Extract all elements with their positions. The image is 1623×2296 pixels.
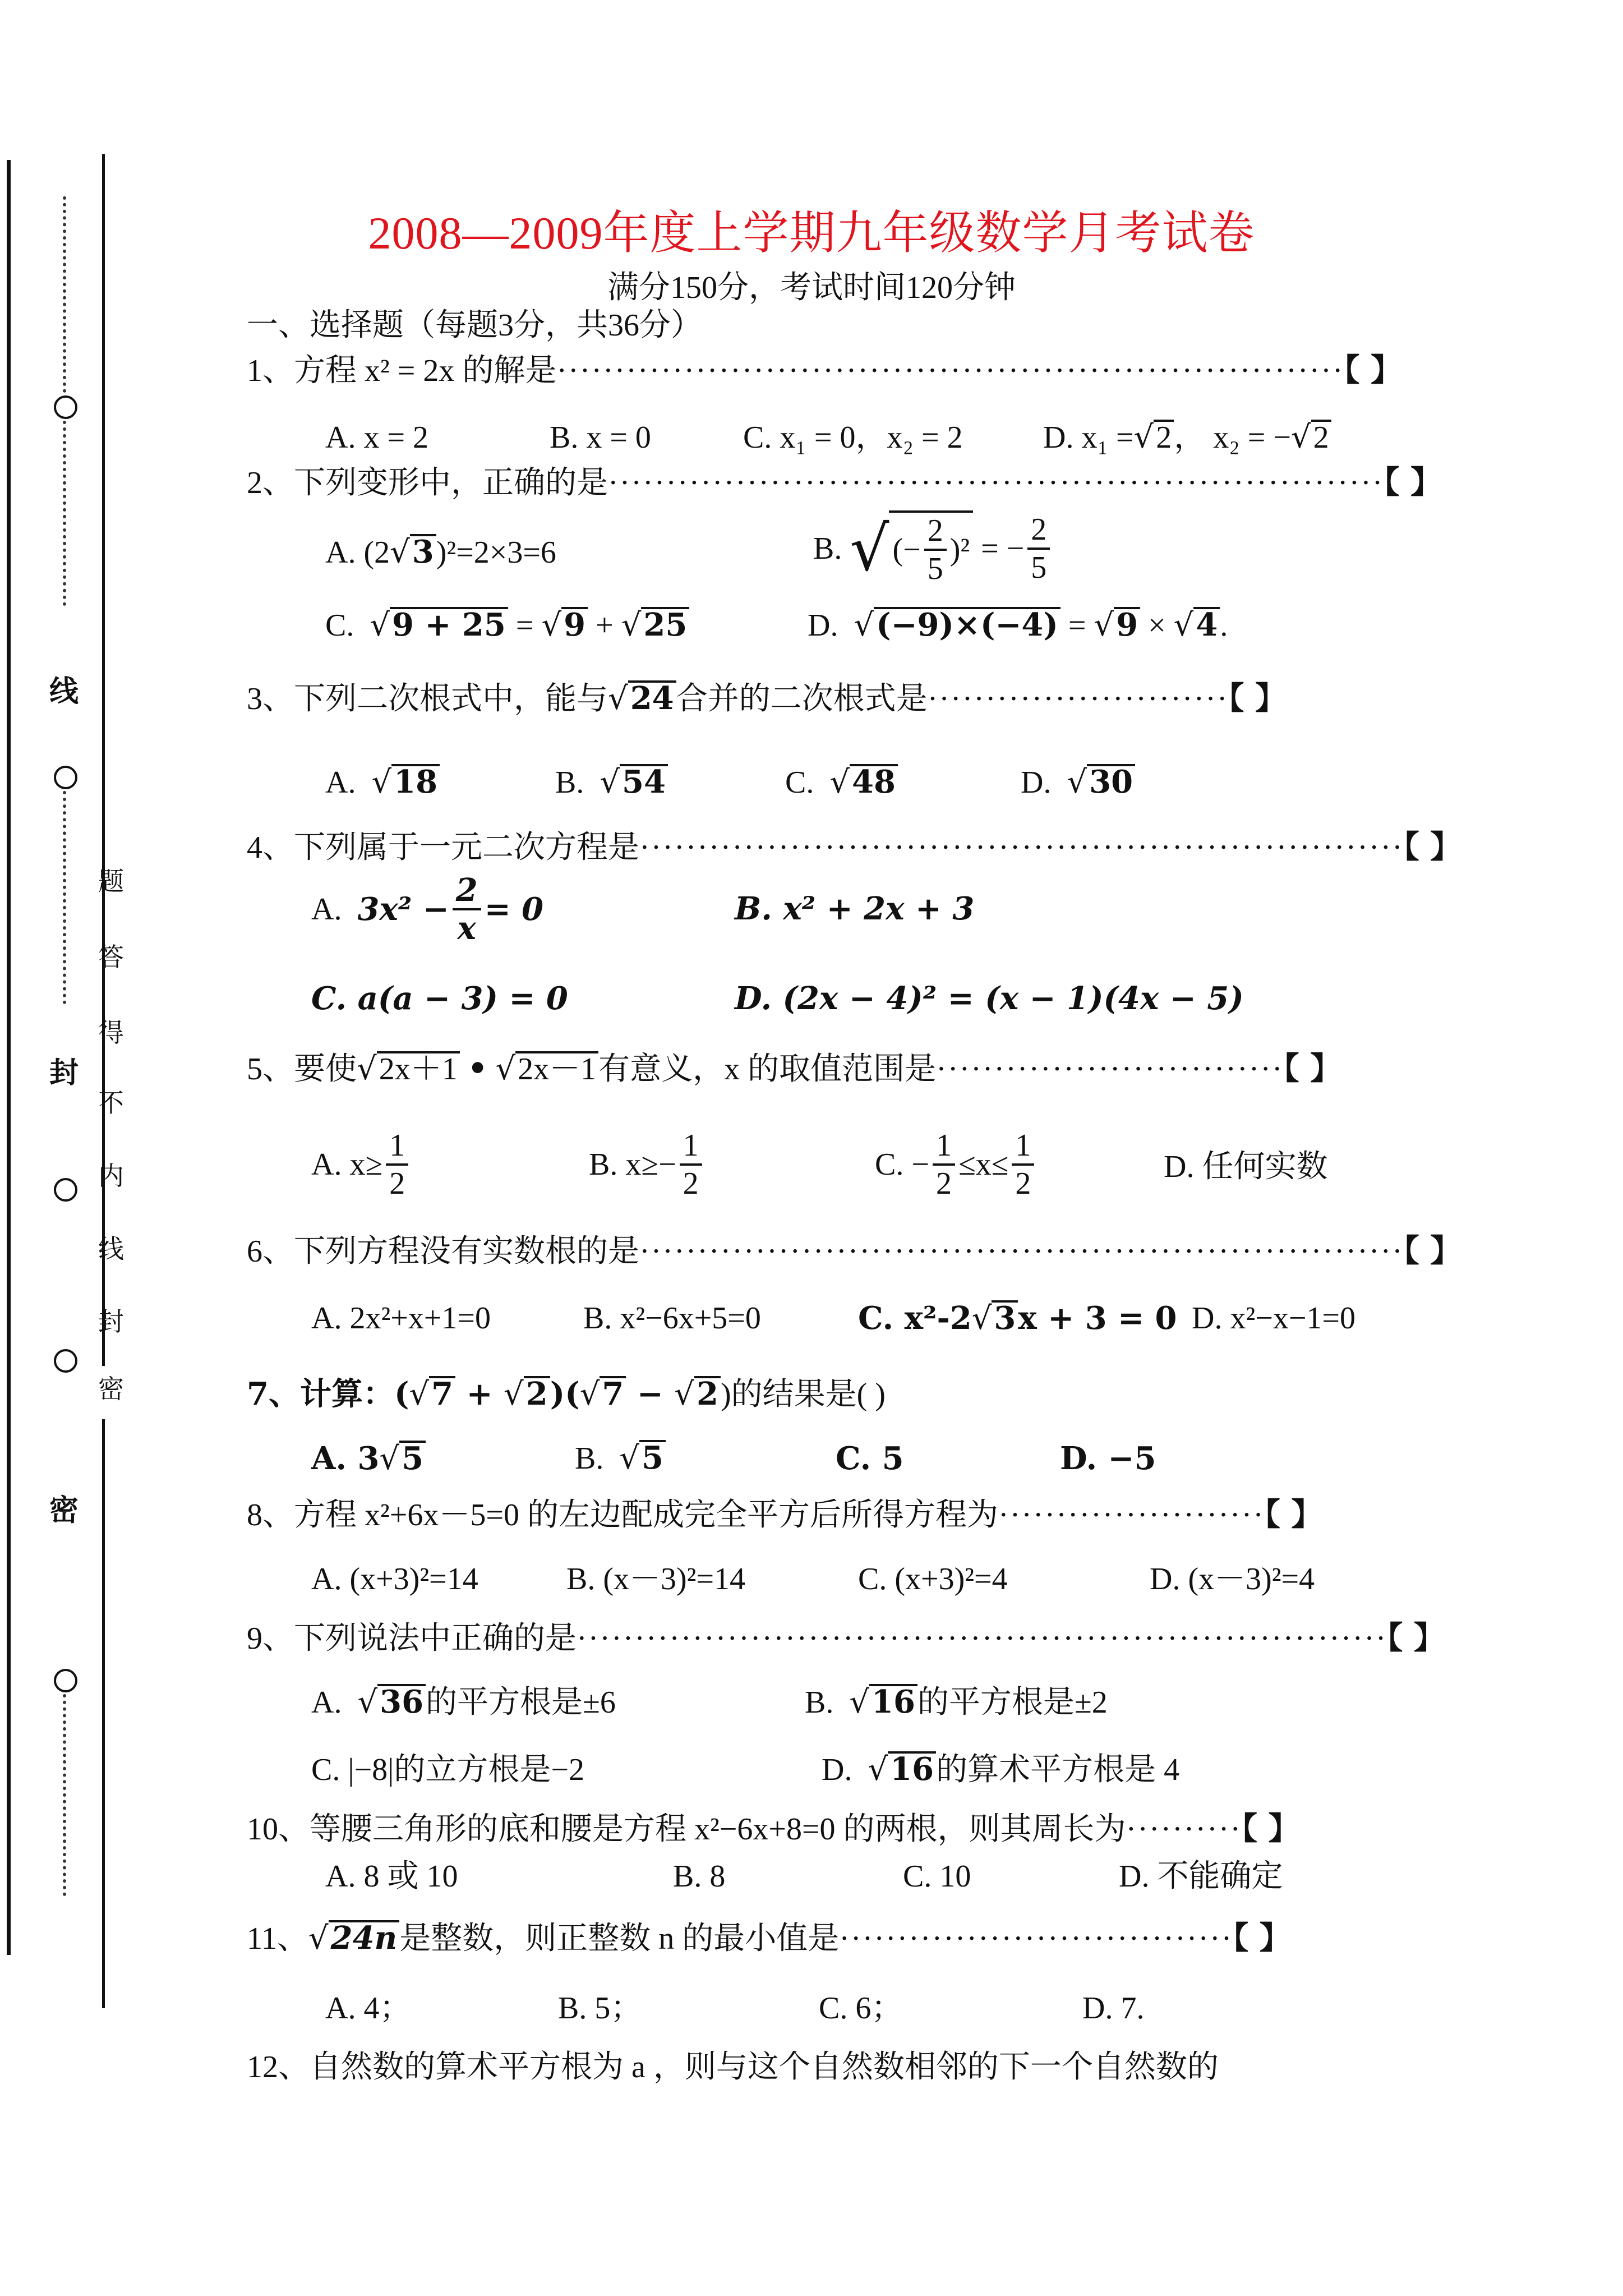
question-5-option-a-denominator: 2 — [389, 1166, 405, 1201]
question-4-option-c: C. a(a − 3) = 0 — [311, 980, 568, 1017]
question-3-option-d: D. √30 — [1021, 763, 1135, 802]
question-2-option-c-radicand-1: 9 + 25 — [390, 607, 508, 641]
question-5-option-d: D. 任何实数 — [1164, 1149, 1328, 1184]
question-1-option-d: D. x₁ =√2， x₂ = −√2 — [1043, 418, 1331, 457]
question-5-option-c-middle: ≤x≤ — [958, 1147, 1009, 1182]
question-2-option-b: B. √ (− $\frac{2}{5}$ )² = − $\frac{2}{5}$ — [813, 510, 1053, 587]
question-9-option-b-suffix: 的平方根是±2 — [917, 1685, 1108, 1720]
question-2-option-c-radicand-3: 25 — [641, 607, 689, 641]
question-7-option-b-radicand: 5 — [639, 1440, 666, 1474]
question-2-option-a-prefix: A. (2 — [325, 535, 390, 570]
question-2-option-a-radicand: 3 — [410, 534, 436, 568]
question-6-option-b: B. x²−6x+5=0 — [583, 1301, 761, 1336]
question-3-option-a: A. √18 — [325, 763, 440, 802]
question-1-option-c: C. x₁ = 0，x₂ = 2 — [743, 420, 963, 455]
question-6-option-c: C. x²-2√3x + 3 = 0 — [858, 1300, 1177, 1337]
question-7-radicand-3: 7 — [600, 1376, 626, 1410]
margin-dotted-line-2 — [63, 421, 66, 606]
question-9-leader: ······································································ — [577, 1621, 1387, 1656]
question-4-option-a-prefix: 3x² − — [357, 891, 449, 928]
question-9-option-a-label: A. — [311, 1685, 342, 1720]
margin-char-xian: 线 — [49, 676, 79, 708]
question-6-bracket: 【 】 — [1403, 1232, 1462, 1269]
question-5-option-c-denominator-2: 2 — [1015, 1166, 1031, 1201]
question-3-text-start: 3、下列二次根式中，能与 — [247, 682, 608, 716]
margin-warning-char-2: 答 — [98, 943, 124, 972]
question-3-option-b: B. √54 — [555, 763, 668, 802]
margin-char-feng: 封 — [49, 1057, 79, 1089]
margin-inner-rule-bottom — [102, 1419, 105, 2008]
question-2-option-b-numerator-2: 2 — [1027, 512, 1050, 550]
margin-warning-char-7: 封 — [98, 1308, 124, 1336]
question-9-option-d-label: D. — [822, 1752, 852, 1787]
question-3-stem: 3、下列二次根式中，能与√24合并的二次根式是··························【 】 — [247, 680, 1287, 717]
question-5-option-c-numerator-2: 1 — [1012, 1128, 1034, 1166]
question-10-option-d: D. 不能确定 — [1119, 1859, 1283, 1894]
question-9-stem — [247, 1618, 1445, 1658]
margin-warning-char-3: 得 — [98, 1019, 124, 1047]
question-4-stem — [247, 827, 1461, 867]
question-5-option-c — [875, 1128, 1038, 1202]
question-11-number: 11、 — [247, 1921, 308, 1956]
question-8-bracket: 【 】 — [1264, 1496, 1323, 1533]
question-2-bracket: 【 】 — [1384, 464, 1442, 501]
question-9-option-a-radicand: 36 — [377, 1684, 426, 1718]
question-10-bracket: 【 】 — [1242, 1810, 1300, 1847]
question-11-option-b: B. 5； — [558, 1991, 642, 2026]
question-3-option-d-radicand: 30 — [1087, 764, 1135, 798]
margin-warning-char-6: 线 — [98, 1235, 124, 1263]
question-9-option-d-suffix: 的算术平方根是 4 — [936, 1752, 1180, 1787]
question-7-stem: 7、计算：(√7 + √2)(√7 − √2)的结果是( ) — [247, 1375, 886, 1412]
question-5-option-b — [589, 1128, 706, 1202]
margin-warning-char-8: 密 — [98, 1375, 124, 1404]
question-1-option-d-radicand: 2 — [1154, 420, 1174, 453]
question-9-option-a-suffix: 的平方根是±6 — [426, 1685, 616, 1720]
question-2-option-c-label: C. — [325, 608, 354, 643]
question-9-option-b: B. √16的平方根是±2 — [805, 1683, 1108, 1720]
question-3-option-d-label: D. — [1021, 765, 1052, 800]
question-1-option-d-radicand-2: 2 — [1311, 420, 1331, 453]
question-2-option-b-denominator-2: 5 — [1031, 550, 1047, 585]
question-5-option-a — [311, 1128, 412, 1202]
question-3-leader: ·························· — [927, 682, 1229, 716]
question-11-bracket: 【 】 — [1233, 1920, 1291, 1957]
question-5-radicand-1: 2x＋1 — [377, 1051, 460, 1085]
question-11-radicand: 24n — [329, 1920, 400, 1954]
margin-circle-4 — [54, 1349, 77, 1373]
question-5-option-b-numerator: 1 — [680, 1128, 702, 1166]
question-5-option-b-denominator: 2 — [683, 1166, 699, 1201]
question-2-option-d-period: . — [1220, 608, 1228, 643]
question-7-option-a: A. 3√5 — [311, 1439, 426, 1479]
question-2-option-a-suffix: )²=2×3=6 — [436, 535, 556, 570]
question-8-option-b: B. (x－3)²=14 — [566, 1562, 746, 1596]
question-10-option-c: C. 10 — [903, 1859, 971, 1894]
question-7-option-b: B. √5 — [575, 1439, 666, 1478]
question-5-dot: • — [467, 1050, 488, 1087]
question-7-text-end: )的结果是( ) — [720, 1377, 886, 1412]
question-5-option-a-prefix: A. x≥ — [311, 1147, 383, 1182]
question-2-option-d-radicand-3: 4 — [1193, 607, 1220, 641]
question-6-option-c-radicand: 3 — [992, 1300, 1018, 1334]
question-4-option-b: B. x² + 2x + 3 — [735, 890, 975, 927]
question-2-option-d-label: D. — [808, 608, 838, 643]
question-10-stem — [247, 1809, 1300, 1849]
question-4-option-a-numerator: 2 — [453, 872, 481, 910]
question-2-option-d-radicand-1: (−9)×(−4) — [874, 607, 1061, 641]
margin-warning-char-1: 题 — [98, 867, 124, 896]
question-8-option-a: A. (x+3)²=14 — [311, 1562, 478, 1596]
question-11-text: 是整数，则正整数 n 的最小值是 — [399, 1921, 840, 1956]
question-2-text: 2、下列变形中，正确的是 — [247, 466, 608, 500]
margin-outer-rule — [7, 160, 11, 1955]
question-10-text: 10、等腰三角形的底和腰是方程 x²−6x+8=0 的两根，则其周长为 — [247, 1812, 1126, 1847]
question-11-option-a: A. 4； — [325, 1991, 411, 2026]
question-11-option-c: C. 6； — [819, 1991, 903, 2026]
question-6-stem — [247, 1231, 1461, 1271]
question-7-option-d: D. −5 — [1060, 1440, 1156, 1477]
question-2-option-b-equals: = − — [981, 531, 1025, 566]
question-9-text: 9、下列说法中正确的是 — [247, 1621, 577, 1656]
question-11-leader: ·································· — [839, 1921, 1233, 1956]
margin-warning-char-4: 不 — [98, 1089, 124, 1117]
question-3-radicand: 24 — [628, 680, 676, 714]
question-3-option-c: C. √48 — [785, 763, 898, 802]
question-9-bracket: 【 】 — [1387, 1619, 1445, 1657]
question-7-between: )( — [550, 1375, 580, 1412]
question-2-option-b-close: )² — [949, 532, 970, 567]
question-4-bracket: 【 】 — [1403, 829, 1462, 866]
question-5-option-a-numerator: 1 — [386, 1128, 408, 1166]
question-6-option-c-prefix: C. x²-2 — [858, 1300, 972, 1337]
question-2-option-c-equals: = — [515, 608, 534, 643]
question-2-option-a: A. (2√3)²=2×3=6 — [325, 533, 556, 570]
question-2-option-d-radicand-2: 9 — [1114, 607, 1140, 641]
question-8-text: 8、方程 x²+6x－5=0 的左边配成完全平方后所得方程为 — [247, 1498, 998, 1533]
question-5-stem: 5、要使√2x＋1 • √2x－1有意义，x 的取值范围是······························【 】 — [247, 1050, 1342, 1087]
question-3-option-a-label: A. — [325, 765, 356, 800]
question-5-text-end: 有意义，x 的取值范围是 — [598, 1052, 937, 1087]
question-6-option-c-suffix: x + 3 = 0 — [1018, 1300, 1177, 1337]
question-7-minus: − — [626, 1375, 675, 1412]
question-3-bracket: 【 】 — [1228, 680, 1287, 717]
question-2-option-d-equals: = — [1068, 608, 1086, 643]
question-5-text-start: 5、要使 — [247, 1052, 357, 1087]
question-7-option-b-label: B. — [575, 1441, 604, 1476]
question-7-option-a-radicand: 5 — [399, 1441, 426, 1474]
question-6-option-d: D. x²−x−1=0 — [1192, 1301, 1355, 1336]
question-3-option-b-label: B. — [555, 765, 584, 800]
question-4-option-d: D. (2x − 4)² = (x − 1)(4x − 5) — [735, 980, 1244, 1017]
question-2-leader: ··································································· — [608, 466, 1384, 500]
question-7-text-start: 7、计算：( — [247, 1375, 409, 1412]
question-10-option-b: B. 8 — [673, 1859, 726, 1894]
question-7-option-a-prefix: A. 3 — [311, 1440, 380, 1477]
question-11-stem: 11、√24n是整数，则正整数 n 的最小值是··································【 】 — [247, 1920, 1291, 1957]
question-2-option-c: C. √9 + 25 = √9 + √25 — [325, 606, 689, 645]
question-1-leader: ···································································· — [556, 353, 1344, 388]
question-5-leader: ······························ — [936, 1052, 1284, 1087]
question-8-leader: ······················· — [998, 1498, 1265, 1533]
question-9-option-a: A. √36的平方根是±6 — [311, 1683, 616, 1720]
question-4-option-a-suffix: = 0 — [484, 891, 544, 928]
question-7-radicand-4: 2 — [694, 1376, 721, 1410]
question-3-text-end: 合并的二次根式是 — [676, 682, 928, 716]
question-1-bracket: 【 】 — [1344, 352, 1402, 389]
question-5-option-b-prefix: B. x≥− — [589, 1147, 676, 1182]
exam-subtitle: 满分150分，考试时间120分钟 — [607, 270, 1016, 305]
margin-char-mi: 密 — [49, 1495, 79, 1527]
question-8-stem — [247, 1495, 1322, 1535]
question-9-option-b-label: B. — [805, 1685, 834, 1720]
question-9-option-d-radicand: 16 — [888, 1751, 936, 1785]
margin-circle-1 — [54, 395, 77, 419]
question-5-bracket: 【 】 — [1283, 1050, 1342, 1087]
question-4-option-a-denominator: x — [457, 910, 476, 947]
question-2-option-b-label: B. — [813, 531, 842, 566]
question-1-option-b: B. x = 0 — [550, 420, 651, 455]
question-2-option-c-plus: + — [596, 608, 614, 643]
question-8-option-d: D. (x－3)²=4 — [1150, 1562, 1315, 1596]
question-3-option-a-radicand: 18 — [391, 764, 440, 798]
margin-circle-3 — [54, 1178, 77, 1202]
question-5-option-c-denominator: 2 — [935, 1166, 952, 1201]
section-heading: 一、选择题（每题3分，共36分） — [247, 308, 702, 343]
question-6-leader: ·································································· — [639, 1234, 1404, 1269]
question-4-option-a — [311, 872, 543, 946]
question-10-option-a: A. 8 或 10 — [325, 1859, 458, 1894]
margin-warning-char-5: 内 — [98, 1162, 124, 1190]
question-2-stem — [247, 463, 1442, 503]
question-9-option-c: C. |−8|的立方根是−2 — [311, 1752, 584, 1787]
question-2-option-c-radicand-2: 9 — [561, 607, 588, 641]
question-8-option-c: C. (x+3)²=4 — [858, 1562, 1008, 1596]
question-3-option-c-radicand: 48 — [850, 764, 898, 798]
question-11-option-d: D. 7. — [1082, 1991, 1145, 2026]
question-7-plus: + — [455, 1375, 504, 1412]
question-6-text: 6、下列方程没有实数根的是 — [247, 1234, 639, 1269]
exam-title: 2008—2009年度上学期九年级数学月考试卷 — [368, 208, 1255, 259]
question-1-text: 1、方程 x² = 2x 的解是 — [247, 353, 557, 388]
question-7-option-c: C. 5 — [836, 1440, 904, 1477]
question-3-option-c-label: C. — [785, 765, 814, 800]
question-6-option-a: A. 2x²+x+1=0 — [311, 1301, 491, 1336]
margin-dotted-line-4 — [63, 1694, 66, 1896]
question-2-option-b-numerator: 2 — [924, 513, 947, 551]
margin-circle-5 — [54, 1669, 77, 1692]
question-4-leader: ·································································· — [639, 830, 1404, 865]
question-1-option-d-prefix: D. x₁ = — [1043, 420, 1134, 455]
question-3-option-b-radicand: 54 — [620, 764, 668, 798]
margin-circle-2 — [54, 766, 77, 789]
question-9-option-d: D. √16的算术平方根是 4 — [822, 1751, 1180, 1788]
question-4-text: 4、下列属于一元二次方程是 — [247, 830, 639, 865]
margin-dotted-line-3 — [63, 791, 66, 1004]
question-2-option-b-open: (− — [892, 532, 921, 567]
question-1-stem — [247, 351, 1402, 390]
question-7-radicand-2: 2 — [524, 1376, 550, 1410]
question-2-option-d: D. √(−9)×(−4) = √9 × √4. — [808, 606, 1228, 643]
question-1-option-d-middle: ， x₂ = − — [1174, 420, 1291, 455]
question-2-option-b-denominator: 5 — [927, 551, 943, 586]
question-7-radicand-1: 7 — [429, 1376, 455, 1410]
question-9-option-b-radicand: 16 — [869, 1684, 917, 1718]
question-10-leader: ·········· — [1126, 1812, 1242, 1847]
question-5-radicand-2: 2x－1 — [515, 1051, 598, 1085]
question-12-stem: 12、自然数的算术平方根为 a ，则与这个自然数相邻的下一个自然数的 — [247, 2050, 1219, 2085]
question-2-option-d-times: × — [1148, 608, 1166, 643]
question-5-option-c-prefix: C. − — [875, 1147, 929, 1182]
question-5-option-c-numerator: 1 — [933, 1128, 955, 1166]
question-4-option-a-label: A. — [311, 892, 342, 927]
question-1-option-a: A. x = 2 — [325, 420, 429, 455]
